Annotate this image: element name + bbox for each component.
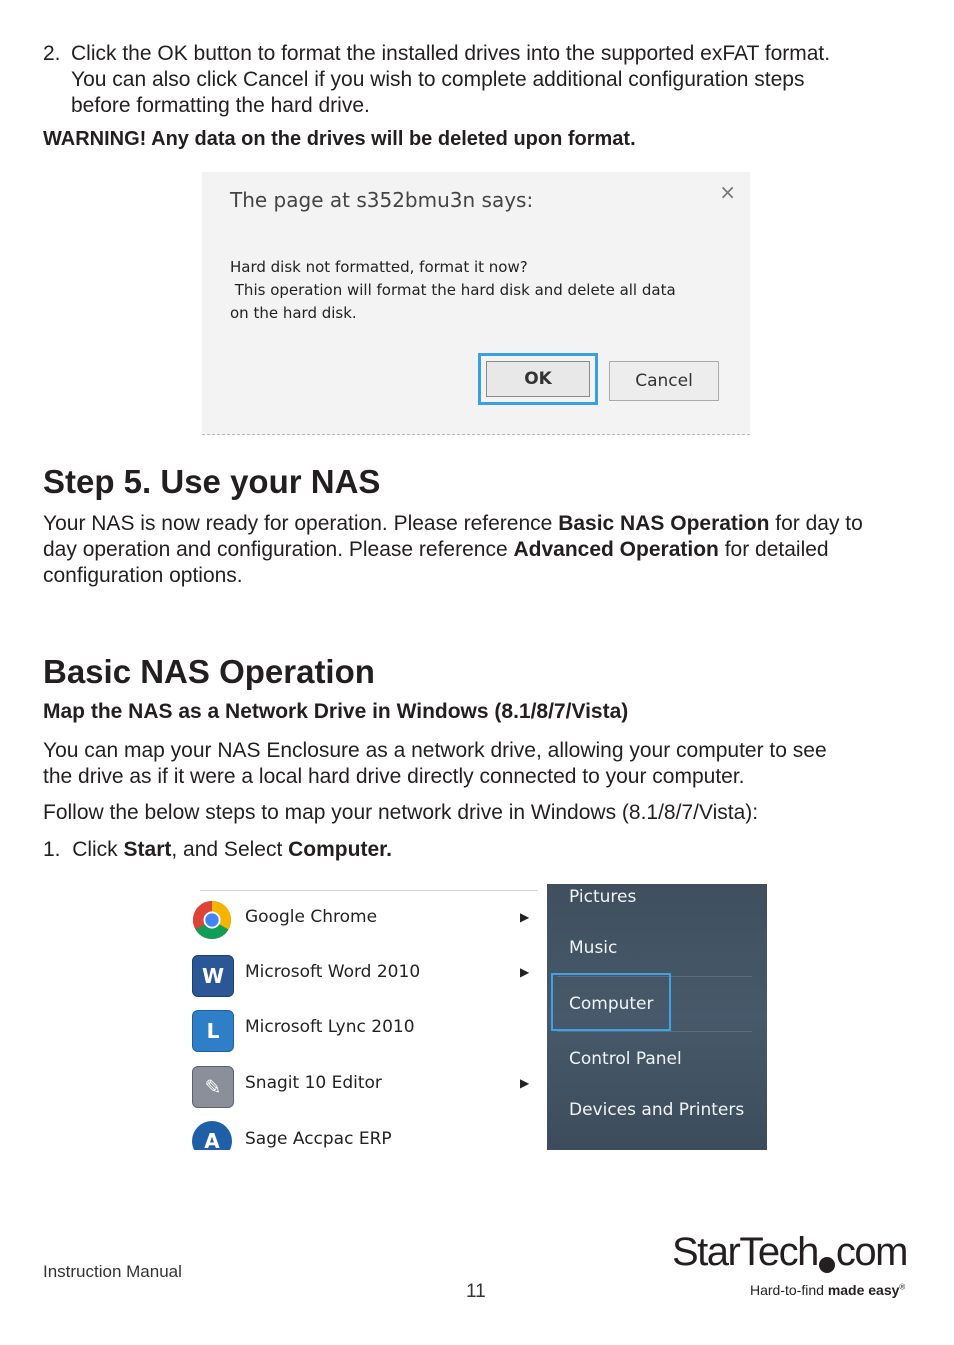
step-1-item bbox=[43, 837, 392, 863]
menu-item-devices-and-printers[interactable]: Devices and Printers bbox=[569, 1100, 745, 1120]
format-warning: WARNING! Any data on the drives will be deleted upon format. bbox=[43, 128, 636, 150]
logo-wordmark bbox=[672, 1230, 907, 1275]
program-item-snagit-editor[interactable] bbox=[188, 1058, 538, 1113]
paragraph-line: the drive as if it were a local hard drive directly connected to your computer. bbox=[43, 765, 745, 788]
tagline-part: Hard-to-find bbox=[750, 1282, 828, 1298]
submenu-arrow-icon: ▶ bbox=[520, 965, 530, 979]
brand-word: StarTech bbox=[672, 1230, 818, 1274]
computer-ref: Computer. bbox=[288, 838, 392, 861]
text-run: day operation and configuration. Please reference bbox=[43, 538, 514, 561]
divider bbox=[557, 1031, 752, 1032]
program-label: Microsoft Word 2010 bbox=[245, 962, 421, 982]
step-2-item bbox=[43, 41, 923, 119]
dialog-title: The page at s352bmu3n says: bbox=[230, 188, 534, 212]
start-ref: Start bbox=[123, 838, 172, 861]
start-menu-screenshot bbox=[188, 884, 768, 1150]
program-label: Snagit 10 Editor bbox=[245, 1073, 382, 1093]
step-number: 2. bbox=[43, 42, 61, 65]
text-run: Your NAS is now ready for operation. Please reference bbox=[43, 512, 559, 535]
text-run: , and Select bbox=[171, 838, 289, 861]
step-2-line-2: You can also click Cancel if you wish to complete additional configuration steps bbox=[71, 68, 805, 91]
cancel-button[interactable]: Cancel bbox=[609, 361, 719, 401]
page-number: 11 bbox=[466, 1281, 486, 1302]
basic-nas-operation-ref: Basic NAS Operation bbox=[558, 512, 770, 535]
map-drive-paragraph bbox=[43, 738, 923, 790]
tagline-bold: made easy bbox=[827, 1282, 900, 1298]
program-item-sage-accpac[interactable] bbox=[188, 1113, 538, 1150]
format-dialog-screenshot bbox=[202, 172, 750, 435]
ok-button[interactable]: OK bbox=[486, 361, 590, 397]
step-2-line-1: Click the OK button to format the installed drives into the supported exFAT format. bbox=[71, 42, 831, 65]
menu-item-music[interactable]: Music bbox=[569, 938, 618, 958]
advanced-operation-ref: Advanced Operation bbox=[513, 538, 719, 561]
basic-nas-heading: Basic NAS Operation bbox=[43, 653, 375, 690]
close-icon[interactable]: × bbox=[719, 180, 736, 204]
footer-manual-label: Instruction Manual bbox=[43, 1262, 182, 1281]
ok-highlight bbox=[478, 353, 598, 405]
program-item-microsoft-lync[interactable] bbox=[188, 1002, 538, 1057]
registered-mark: ® bbox=[899, 1282, 906, 1292]
text-run: for detailed bbox=[718, 538, 829, 561]
program-label: Sage Accpac ERP bbox=[245, 1129, 392, 1149]
program-item-google-chrome[interactable] bbox=[188, 892, 538, 947]
start-menu-right-pane bbox=[547, 884, 767, 1150]
menu-item-pictures[interactable]: Pictures bbox=[569, 887, 637, 907]
text-run: for day to bbox=[769, 512, 863, 535]
startech-logo bbox=[672, 1230, 912, 1305]
sage-icon: A bbox=[192, 1121, 232, 1150]
logo-dot-icon bbox=[819, 1257, 835, 1273]
snagit-icon: ✎ bbox=[192, 1066, 234, 1108]
program-label: Microsoft Lync 2010 bbox=[245, 1017, 415, 1037]
step-5-paragraph bbox=[43, 511, 923, 589]
word-icon: W bbox=[192, 955, 234, 997]
step-5-heading: Step 5. Use your NAS bbox=[43, 463, 381, 500]
menu-item-control-panel[interactable]: Control Panel bbox=[569, 1049, 682, 1069]
program-label: Google Chrome bbox=[245, 907, 378, 927]
logo-tagline bbox=[750, 1282, 905, 1298]
follow-steps-paragraph: Follow the below steps to map your network drive in Windows (8.1/8/7/Vista): bbox=[43, 801, 759, 824]
program-item-microsoft-word[interactable] bbox=[188, 947, 538, 1002]
dialog-message: Hard disk not formatted, format it now? This operation will format the hard disk and delete all data on the hard disk. bbox=[230, 258, 676, 322]
step-number: 1. bbox=[43, 838, 61, 861]
brand-suffix: com bbox=[835, 1230, 907, 1274]
paragraph-line: You can map your NAS Enclosure as a network drive, allowing your computer to see bbox=[43, 739, 827, 762]
map-drive-subheading: Map the NAS as a Network Drive in Windows (8.1/8/7/Vista) bbox=[43, 700, 629, 723]
step-2-line-3: before formatting the hard drive. bbox=[71, 94, 370, 117]
menu-item-computer[interactable]: Computer bbox=[569, 994, 654, 1014]
lync-icon: L bbox=[192, 1010, 234, 1052]
chrome-icon bbox=[192, 900, 232, 940]
programs-list bbox=[188, 884, 538, 1150]
step-5-line-2 bbox=[43, 537, 923, 563]
submenu-arrow-icon: ▶ bbox=[520, 910, 530, 924]
divider bbox=[200, 890, 538, 891]
text-run: Click bbox=[72, 838, 124, 861]
step-5-line-1 bbox=[43, 511, 923, 537]
step-5-line-3: configuration options. bbox=[43, 564, 243, 587]
submenu-arrow-icon: ▶ bbox=[520, 1076, 530, 1090]
